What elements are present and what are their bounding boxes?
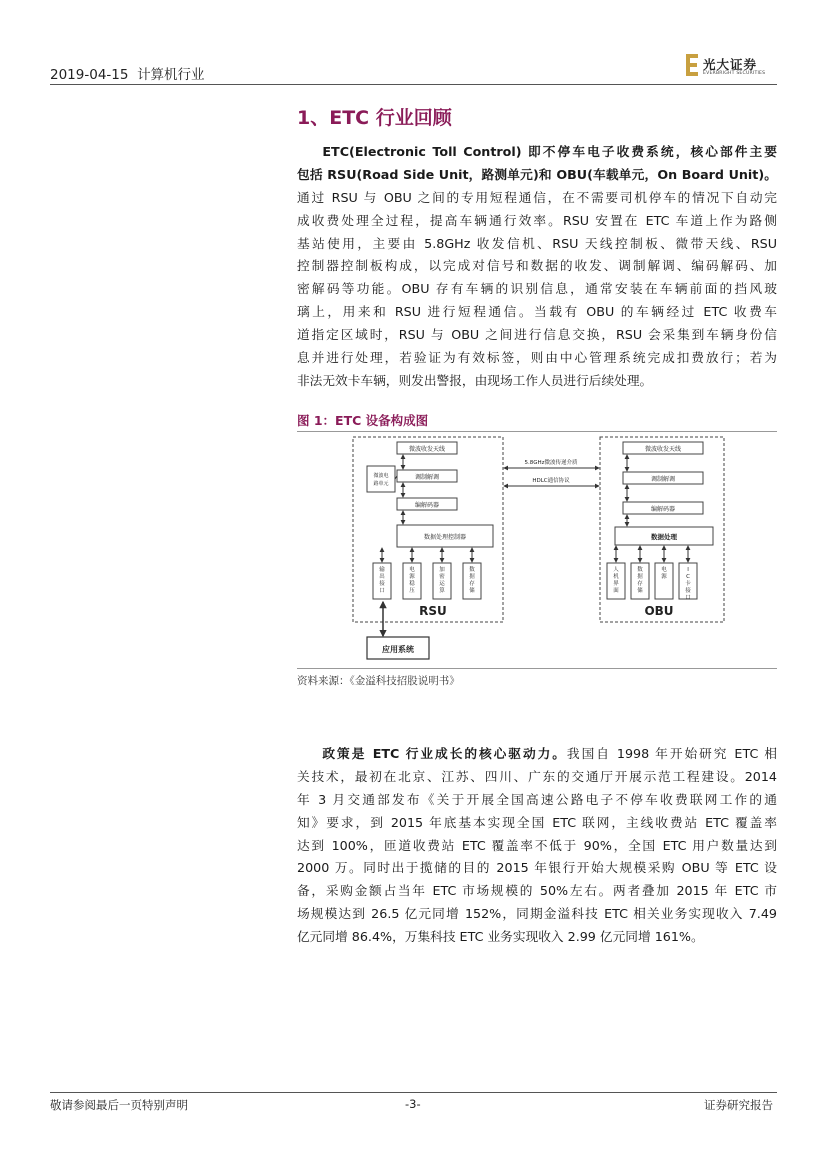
section-number: 1、 <box>297 107 330 129</box>
paragraph-text: 璃上，用来和 RSU 进行短程通信。当载有 OBU 的车辆经过 ETC 收费车 <box>297 304 777 320</box>
paragraph-line <box>297 926 777 949</box>
paragraph-policy-driver <box>297 743 777 949</box>
paragraph-bold-lead: 包括 RSU(Road Side Unit，路测单元)和 OBU(车载单元，On Board Unit)。 <box>297 166 777 182</box>
paragraph-text: 年 3 月交通部发布《关于开展全国高速公路电子不停车收费联网工作的通 <box>297 791 777 807</box>
header-sector: 计算机行业 <box>137 67 205 83</box>
paragraph-text: 场规模达到 26.5 亿元同增 152%，同期金溢科技 ETC 相关业务实现收入 7.49 <box>297 906 777 922</box>
rsu-wakeup-box <box>367 466 395 492</box>
obu-processor-label: 数据处理 <box>651 533 677 541</box>
port-label: 数据存储 <box>469 567 475 594</box>
logo-name-cn: 光大证券 <box>703 57 758 72</box>
paragraph-text: 知》要求，到 2015 年底基本实现全国 ETC 联网，主线收费站 ETC 覆盖率 <box>297 814 777 830</box>
paragraph-line <box>297 766 777 789</box>
port-label: I C 卡接口 <box>685 567 691 601</box>
figure-bottom-rule <box>297 668 777 669</box>
rsu-ports <box>373 548 481 599</box>
rsu-wakeup-label: 微波电 <box>373 473 389 479</box>
footer-report-type: 证券研究报告 <box>704 1098 773 1112</box>
etc-device-diagram <box>297 432 777 667</box>
obu-label: OBU <box>644 604 674 618</box>
paragraph-text: 息并进行处理，若验证为有效标签，则由中心管理系统完成扣费放行；若为 <box>297 350 777 366</box>
rsu-modem-label: 调制解调 <box>414 474 440 481</box>
paragraph-bold-lead: ETC(Electronic Toll Control) 即不停车电子收费系统，核心部件主要 <box>322 144 777 159</box>
rsu-codec-label: 编解码器 <box>414 502 440 509</box>
section-title-text: ETC 行业回顾 <box>329 107 452 129</box>
paragraph-line <box>297 164 777 187</box>
paragraph-line <box>297 347 777 370</box>
header-rule <box>50 84 777 85</box>
section-title <box>297 103 452 130</box>
rsu-antenna-label: 微波收发天线 <box>408 446 446 453</box>
link-top-label: 5.8GHz微波传递介质 <box>524 460 578 466</box>
paragraph-line <box>297 141 777 164</box>
obu-modem-label: 调制解调 <box>650 476 676 483</box>
paragraph-text: 通过 RSU 与 OBU 之间的专用短程通信，在不需要司机停车的情况下自动完 <box>297 189 777 205</box>
port-label: 电源稳压 <box>409 567 415 594</box>
paragraph-text: 达到 100%，匝道收费站 ETC 覆盖率不低于 90%，全国 ETC 用户数量达到 <box>297 837 777 853</box>
paragraph-line <box>297 789 777 812</box>
logo-mark-icon <box>686 54 699 76</box>
paragraph-line <box>297 835 777 858</box>
port-label: 数据存储 <box>637 567 643 594</box>
brand-logo <box>686 54 778 80</box>
app-system-label: 应用系统 <box>382 645 414 654</box>
obu-ports <box>607 546 697 601</box>
header-date: 2019-04-15 <box>50 67 129 83</box>
port-label: 人机界面 <box>613 567 619 594</box>
footer-rule <box>50 1092 777 1093</box>
port-label: 加密运算 <box>439 567 445 594</box>
paragraph-text: 基站使用，主要由 5.8GHz 收发信机、RSU 天线控制板、微带天线、RSU <box>297 235 777 251</box>
figure-title: 图 1：ETC 设备构成图 <box>297 413 429 428</box>
paragraph-line <box>297 857 777 880</box>
port-label: 电源 <box>661 567 667 580</box>
logo-name-en: EVERBRIGHT SECURITIES <box>703 71 766 76</box>
paragraph-text: 控制器控制板构成，以完成对信号和数据的收发、调制解调、编码解码、加 <box>297 258 777 274</box>
paragraph-text: 我国自 1998 年开始研究 ETC 相 <box>566 746 777 761</box>
paragraph-bold-lead: 政策是 ETC 行业成长的核心驱动力。 <box>322 746 567 761</box>
port-label: 输出接口 <box>379 567 385 594</box>
paragraph-text: 非法无效卡车辆，则发出警报，由现场工作人员进行后续处理。 <box>297 372 653 388</box>
link-bottom-label: HDLC通信协议 <box>532 478 570 484</box>
paragraph-text: 2000 万。同时出于揽储的目的 2015 年银行开始大规模采购 OBU 等 ETC 设 <box>297 860 777 876</box>
paragraph-line <box>297 210 777 233</box>
paragraph-line <box>297 301 777 324</box>
obu-codec-label: 编解码器 <box>650 506 676 513</box>
paragraph-text: 关技术，最初在北京、江苏、四川、广东的交通厅开展示范工程建设。2014 <box>297 768 777 784</box>
paragraph-etc-overview <box>297 141 777 393</box>
footer-disclaimer: 敬请参阅最后一页特别声明 <box>50 1098 188 1112</box>
paragraph-line <box>297 187 777 210</box>
paragraph-line <box>297 324 777 347</box>
paragraph-text: 密解码等功能。OBU 存有车辆的识别信息，通常安装在车辆前面的挡风玻 <box>297 281 777 297</box>
paragraph-text: 备，采购金额占当年 ETC 市场规模的 50%左右。两者叠加 2015 年 ETC 市 <box>297 883 777 899</box>
rsu-wakeup-label-2: 路单元 <box>373 481 389 487</box>
paragraph-line <box>297 743 777 766</box>
obu-antenna-label: 微波收发天线 <box>644 446 682 453</box>
paragraph-line <box>297 880 777 903</box>
paragraph-line <box>297 233 777 256</box>
paragraph-line <box>297 370 777 393</box>
paragraph-text: 亿元同增 86.4%，万集科技 ETC 业务实现收入 2.99 亿元同增 161%。 <box>297 929 704 945</box>
paragraph-line <box>297 255 777 278</box>
rsu-label: RSU <box>419 604 447 618</box>
header-date-sector <box>50 63 205 83</box>
footer-page-number: -3- <box>405 1097 421 1111</box>
paragraph-text: 成收费处理全过程，提高车辆通行效率。RSU 安置在 ETC 车道上作为路侧 <box>297 212 777 228</box>
paragraph-line <box>297 812 777 835</box>
figure-source: 资料来源：《金溢科技招股说明书》 <box>297 675 460 687</box>
paragraph-text: 道指定区域时，RSU 与 OBU 之间进行信息交换，RSU 会采集到车辆身份信 <box>297 327 777 343</box>
paragraph-line <box>297 278 777 301</box>
rsu-controller-label: 数据处理控制器 <box>423 534 467 541</box>
paragraph-line <box>297 903 777 926</box>
